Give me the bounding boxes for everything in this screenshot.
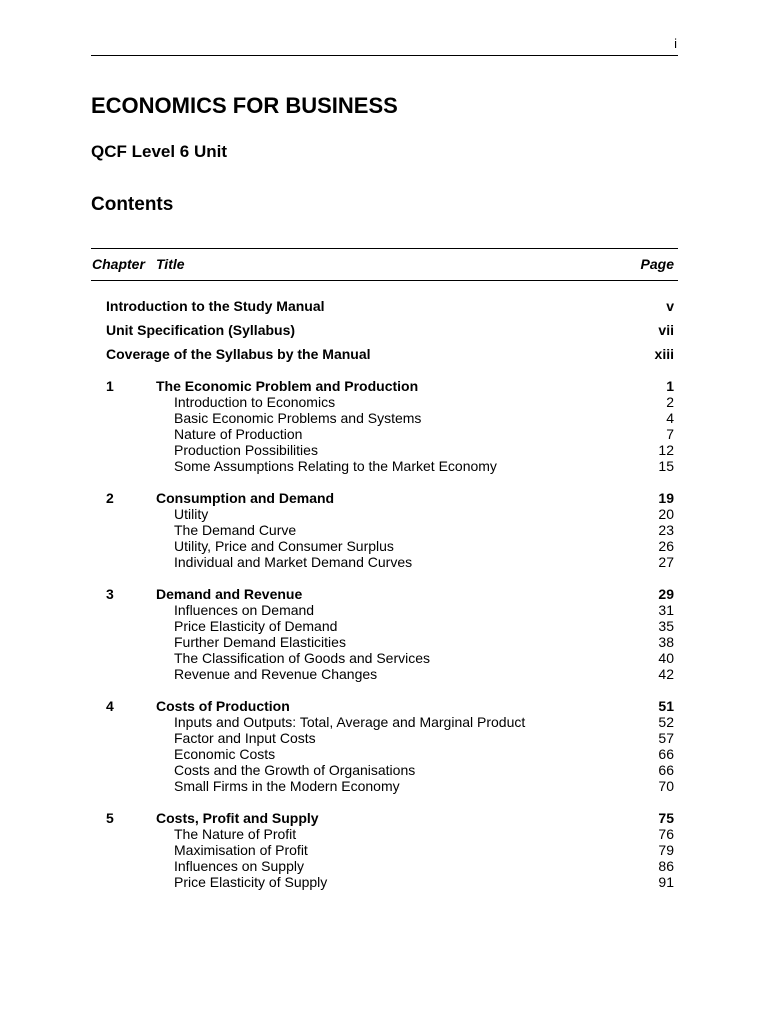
section-title: Some Assumptions Relating to the Market Economy	[174, 458, 497, 474]
page-number: i	[674, 36, 677, 51]
section-title: Further Demand Elasticities	[174, 634, 346, 650]
chapter-page: 75	[658, 810, 674, 826]
section-row	[106, 634, 674, 650]
section-page: 7	[666, 426, 674, 442]
intro-item-page: xiii	[654, 346, 674, 362]
section-page: 38	[658, 634, 674, 650]
section-title: Nature of Production	[174, 426, 303, 442]
section-page: 79	[658, 842, 674, 858]
section-row	[106, 522, 674, 538]
chapter-number: 4	[106, 698, 114, 714]
section-row	[106, 458, 674, 474]
header-rule-bottom	[91, 280, 678, 281]
section-page: 76	[658, 826, 674, 842]
chapter-page: 1	[666, 378, 674, 394]
section-page: 15	[658, 458, 674, 474]
intro-item	[106, 345, 674, 369]
section-row	[106, 874, 674, 890]
chapter-title: Demand and Revenue	[156, 586, 303, 602]
section-row	[106, 442, 674, 458]
section-row	[106, 858, 674, 874]
chapter-page: 29	[658, 586, 674, 602]
section-row	[106, 778, 674, 794]
section-title: Production Possibilities	[174, 442, 318, 458]
section-title: Basic Economic Problems and Systems	[174, 410, 422, 426]
chapter-5	[106, 810, 674, 890]
section-page: 91	[658, 874, 674, 890]
chapter-number: 3	[106, 586, 114, 602]
section-title: Influences on Demand	[174, 602, 315, 618]
section-row	[106, 426, 674, 442]
section-row	[106, 762, 674, 778]
section-row	[106, 410, 674, 426]
section-page: 86	[658, 858, 674, 874]
section-title: Small Firms in the Modern Economy	[174, 778, 400, 794]
section-row	[106, 714, 674, 730]
chapter-2	[106, 490, 674, 570]
section-page: 23	[658, 522, 674, 538]
intro-item	[106, 297, 674, 321]
chapter-number: 5	[106, 810, 114, 826]
top-rule	[91, 55, 678, 56]
chapter-1	[106, 378, 674, 474]
section-page: 42	[658, 666, 674, 682]
column-header-chapter: Chapter	[92, 256, 145, 272]
section-title: Revenue and Revenue Changes	[174, 666, 378, 682]
section-row	[106, 666, 674, 682]
document-title: ECONOMICS FOR BUSINESS	[91, 93, 398, 118]
intro-list	[106, 297, 674, 369]
section-title: Utility, Price and Consumer Surplus	[174, 538, 394, 554]
chapter-title: Costs of Production	[156, 698, 290, 714]
chapter-3	[106, 586, 674, 682]
chapter-4	[106, 698, 674, 794]
section-title: Factor and Input Costs	[174, 730, 316, 746]
intro-item-page: vii	[658, 322, 674, 338]
section-title: Inputs and Outputs: Total, Average and Marginal Product	[174, 714, 526, 730]
chapter-number: 2	[106, 490, 114, 506]
section-title: Price Elasticity of Supply	[174, 874, 328, 890]
section-row	[106, 730, 674, 746]
chapter-heading	[106, 490, 674, 506]
chapter-heading	[106, 586, 674, 602]
section-page: 40	[658, 650, 674, 666]
section-page: 2	[666, 394, 674, 410]
section-title: Maximisation of Profit	[174, 842, 308, 858]
intro-item	[106, 321, 674, 345]
section-row	[106, 602, 674, 618]
header-rule-top	[91, 248, 678, 249]
intro-item-title: Coverage of the Syllabus by the Manual	[106, 346, 371, 362]
chapter-page: 19	[658, 490, 674, 506]
intro-item-title: Introduction to the Study Manual	[106, 298, 325, 314]
section-page: 57	[658, 730, 674, 746]
chapter-title: Costs, Profit and Supply	[156, 810, 319, 826]
section-title: Economic Costs	[174, 746, 276, 762]
contents-heading: Contents	[91, 194, 174, 215]
section-page: 31	[658, 602, 674, 618]
chapter-page: 51	[658, 698, 674, 714]
section-row	[106, 650, 674, 666]
section-page: 12	[658, 442, 674, 458]
section-page: 35	[658, 618, 674, 634]
section-row	[106, 538, 674, 554]
section-title: Price Elasticity of Demand	[174, 618, 338, 634]
section-title: Individual and Market Demand Curves	[174, 554, 413, 570]
chapter-heading	[106, 810, 674, 826]
section-page: 66	[658, 762, 674, 778]
section-row	[106, 554, 674, 570]
section-title: Influences on Supply	[174, 858, 304, 874]
section-row	[106, 618, 674, 634]
section-title: Utility	[174, 506, 209, 522]
section-page: 52	[658, 714, 674, 730]
section-title: The Demand Curve	[174, 522, 297, 538]
chapter-heading	[106, 698, 674, 714]
intro-item-title: Unit Specification (Syllabus)	[106, 322, 296, 338]
section-row	[106, 826, 674, 842]
section-page: 27	[658, 554, 674, 570]
section-row	[106, 746, 674, 762]
section-title: The Classification of Goods and Services	[174, 650, 431, 666]
chapter-title: Consumption and Demand	[156, 490, 335, 506]
section-title: Introduction to Economics	[174, 394, 336, 410]
chapter-number: 1	[106, 378, 114, 394]
section-row	[106, 842, 674, 858]
intro-item-page: v	[666, 298, 674, 314]
section-title: Costs and the Growth of Organisations	[174, 762, 416, 778]
column-header-title: Title	[156, 256, 185, 272]
chapter-list	[106, 378, 674, 906]
section-page: 66	[658, 746, 674, 762]
section-row	[106, 506, 674, 522]
chapter-title: The Economic Problem and Production	[156, 378, 419, 394]
column-header-page: Page	[640, 256, 674, 272]
section-page: 70	[658, 778, 674, 794]
document-subtitle: QCF Level 6 Unit	[91, 142, 228, 161]
section-page: 4	[666, 410, 674, 426]
section-page: 26	[658, 538, 674, 554]
section-row	[106, 394, 674, 410]
section-page: 20	[658, 506, 674, 522]
section-title: The Nature of Profit	[174, 826, 297, 842]
chapter-heading	[106, 378, 674, 394]
